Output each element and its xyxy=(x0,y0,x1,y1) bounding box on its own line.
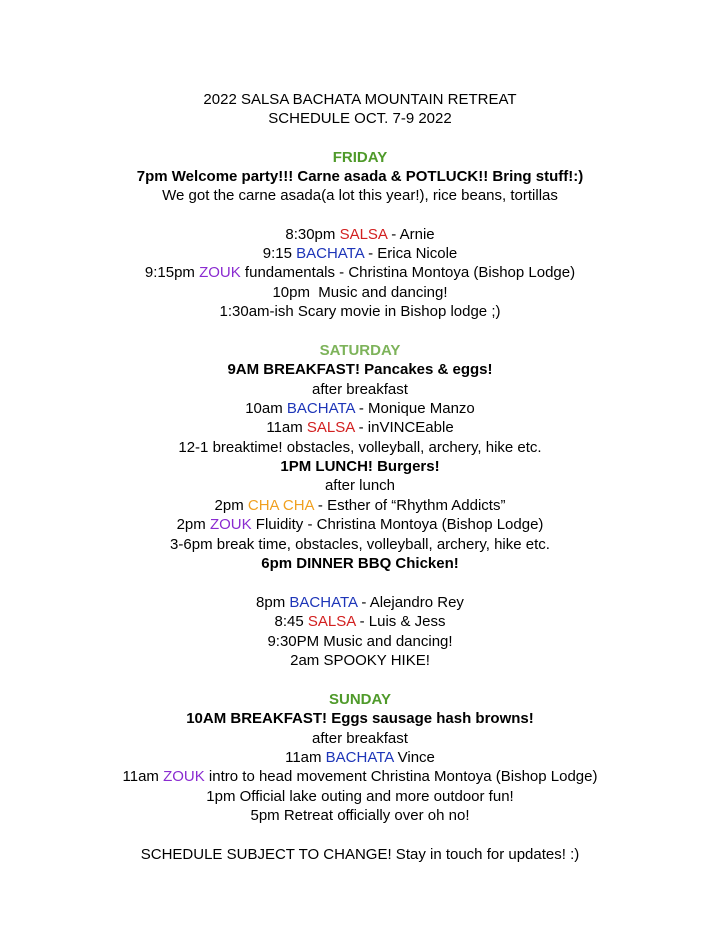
friday-zouk-class: 9:15pm ZOUK fundamentals - Christina Montoya (Bishop Lodge) xyxy=(144,264,576,281)
bachata-label: BACHATA xyxy=(286,400,355,417)
schedule-disclaimer: SCHEDULE SUBJECT TO CHANGE! Stay in touch for updates! :) xyxy=(140,846,580,863)
saturday-heading: SATURDAY xyxy=(319,342,401,359)
bachata-label: BACHATA xyxy=(289,594,358,611)
zouk-label: ZOUK xyxy=(209,516,252,533)
bachata-label: BACHATA xyxy=(325,749,394,766)
salsa-label: SALSA xyxy=(339,226,388,243)
saturday-breaktime: 12-1 breaktime! obstacles, volleyball, archery, hike etc. xyxy=(178,439,542,456)
saturday-music: 9:30PM Music and dancing! xyxy=(267,633,453,650)
saturday-lunch: 1PM LUNCH! Burgers! xyxy=(280,458,440,475)
saturday-bachata-class-2: 8pm BACHATA - Alejandro Rey xyxy=(256,594,464,611)
title-line-2: SCHEDULE OCT. 7-9 2022 xyxy=(268,110,452,127)
saturday-after-lunch: after lunch xyxy=(324,477,396,494)
zouk-label: ZOUK xyxy=(163,768,205,785)
saturday-after-breakfast: after breakfast xyxy=(312,381,408,398)
saturday-bachata-class: 10am BACHATA - Monique Manzo xyxy=(245,400,475,417)
friday-music: 10pm Music and dancing! xyxy=(272,284,448,301)
sunday-zouk-class: 11am ZOUK intro to head movement Christina Montoya (Bishop Lodge) xyxy=(122,768,598,785)
saturday-breakfast: 9AM BREAKFAST! Pancakes & eggs! xyxy=(227,361,493,378)
saturday-chacha-class: 2pm CHA CHA - Esther of “Rhythm Addicts” xyxy=(214,497,506,514)
friday-welcome-party: 7pm Welcome party!!! Carne asada & POTLUCK!! Bring stuff!:) xyxy=(136,168,584,185)
saturday-salsa-class: 11am SALSA - inVINCEable xyxy=(266,419,454,436)
friday-heading: FRIDAY xyxy=(332,149,388,166)
bachata-label: BACHATA xyxy=(296,245,364,262)
friday-food-note: We got the carne asada(a lot this year!), rice beans, tortillas xyxy=(162,187,558,204)
sunday-bachata-class: 11am BACHATA Vince xyxy=(285,749,435,766)
zouk-label: ZOUK xyxy=(199,264,241,281)
chacha-label: CHA CHA xyxy=(247,497,314,514)
saturday-dinner: 6pm DINNER BBQ Chicken! xyxy=(261,555,459,572)
saturday-salsa-class-2: 8:45 SALSA - Luis & Jess xyxy=(274,613,446,630)
salsa-label: SALSA xyxy=(307,613,356,630)
friday-movie: 1:30am-ish Scary movie in Bishop lodge ;) xyxy=(219,303,501,320)
title-line-1: 2022 SALSA BACHATA MOUNTAIN RETREAT xyxy=(203,91,517,108)
sunday-after-breakfast: after breakfast xyxy=(312,730,408,747)
sunday-retreat-over: 5pm Retreat officially over oh no! xyxy=(250,807,470,824)
saturday-zouk-class: 2pm ZOUK Fluidity - Christina Montoya (Bishop Lodge) xyxy=(176,516,544,533)
sunday-breakfast: 10AM BREAKFAST! Eggs sausage hash browns! xyxy=(186,710,534,727)
saturday-spooky-hike: 2am SPOOKY HIKE! xyxy=(290,652,430,669)
saturday-break-time-2: 3-6pm break time, obstacles, volleyball, archery, hike etc. xyxy=(170,536,550,553)
friday-bachata-class: 9:15 BACHATA - Erica Nicole xyxy=(262,245,458,262)
sunday-heading: SUNDAY xyxy=(329,691,391,708)
salsa-label: SALSA xyxy=(306,419,355,436)
friday-salsa-class: 8:30pm SALSA - Arnie xyxy=(285,226,435,243)
sunday-lake-outing: 1pm Official lake outing and more outdoor fun! xyxy=(206,788,514,805)
